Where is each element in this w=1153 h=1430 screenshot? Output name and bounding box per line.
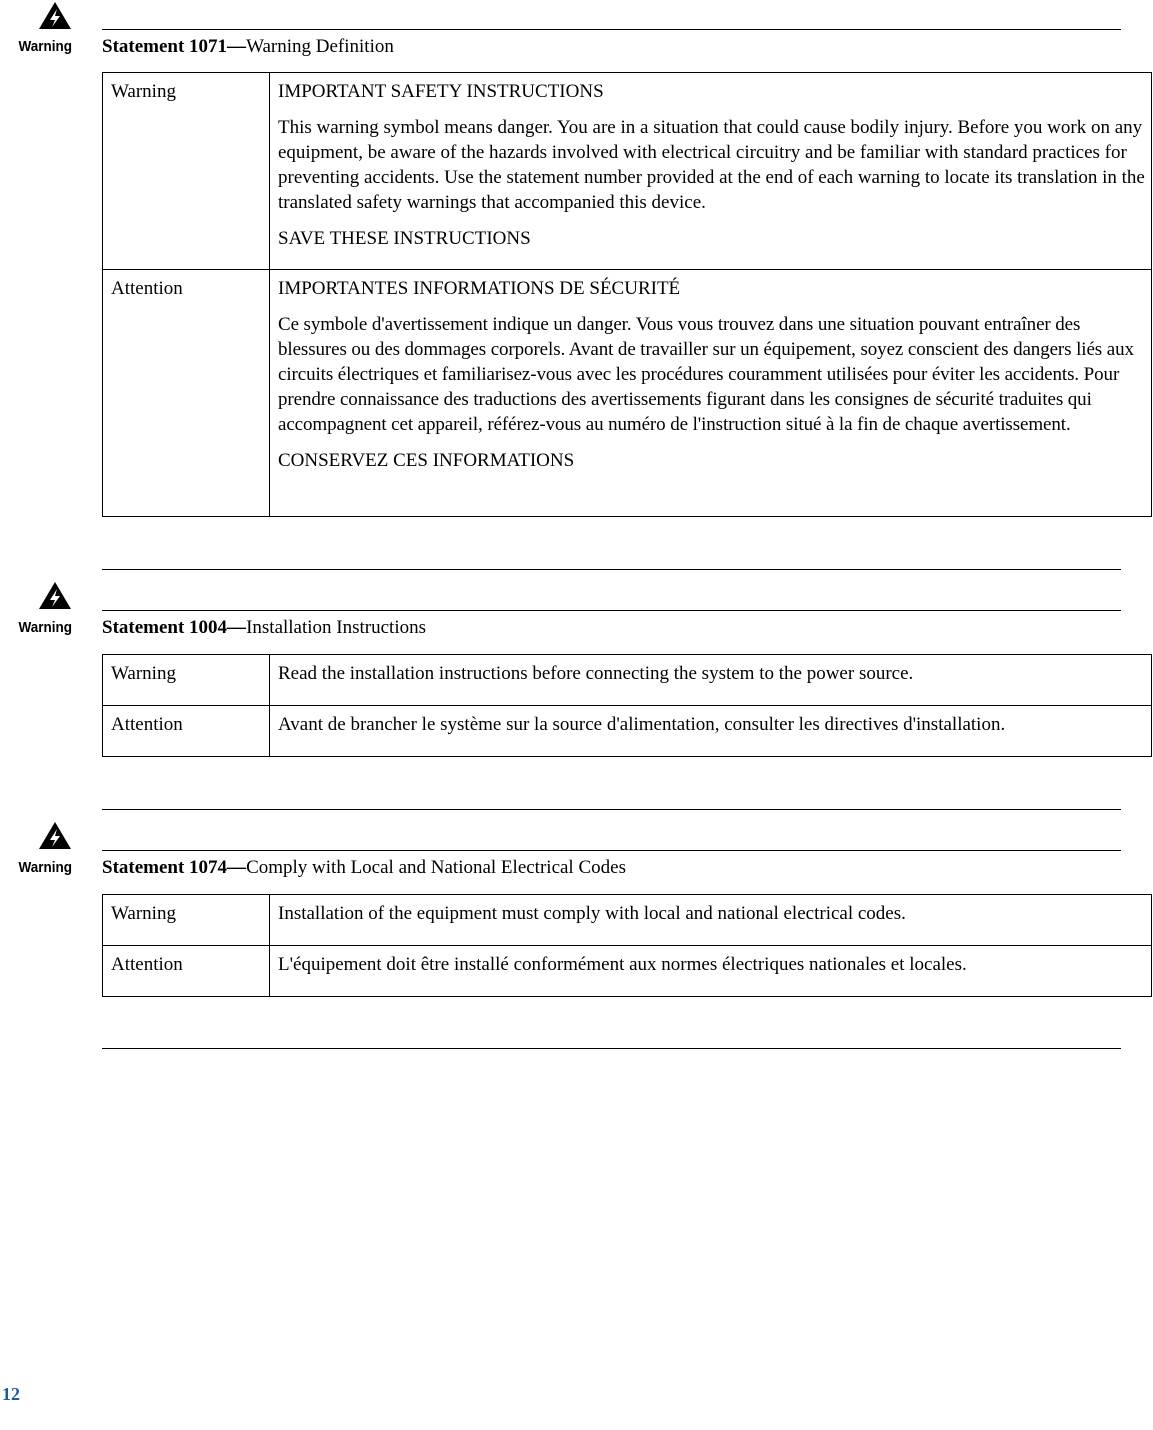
statement-top-rule	[102, 610, 1121, 611]
warning-label: Warning	[18, 859, 72, 876]
table-row	[103, 73, 1152, 270]
table-row	[103, 270, 1152, 517]
paragraph: Ce symbole d'avertissement indique un danger. Vous vous trouvez dans une situation pouvant entraîner des blessures ou des dommages corporels. Avant de travailler sur un équipement, soyez conscient des dangers liés aux circuits électriques et familiarisez-vous avec les procédures couramment utilisées pour éviter les accidents. Pour prendre connaissance des traductions des avertissements figurant dans les consignes de sécurité traduites qui accompagnent cet appareil, référez-vous au numéro de l'instruction situé à la fin de chaque avertissement.	[278, 314, 1134, 435]
warning-triangle-icon	[38, 0, 72, 30]
statement-number: Statement 1071—	[102, 36, 247, 57]
statement-end-rule	[102, 569, 1121, 570]
statement-heading	[102, 617, 426, 639]
statement-text-cell: Avant de brancher le système sur la source d'alimentation, consulter les directives d'installation.	[270, 706, 1152, 757]
statement-title: Warning Definition	[246, 36, 394, 57]
statement-text-cell: Installation of the equipment must comply with local and national electrical codes.	[270, 895, 1152, 946]
statement-text-cell: L'équipement doit être installé conformément aux normes électriques nationales et locales.	[270, 946, 1152, 997]
statement-heading	[102, 36, 394, 58]
warning-triangle-icon	[38, 820, 72, 850]
statement-table	[102, 654, 1152, 757]
paragraph: This warning symbol means danger. You are in a situation that could cause bodily injury. Before you work on any equipment, be aware of the hazards involved with electrical circuitry and be familiar with standard practices for preventing accidents. Use the statement number provided at the end of each warning to locate its translation in the translated safety warnings that accompanied this device.	[278, 117, 1145, 213]
table-row	[103, 655, 1152, 706]
paragraph: IMPORTANTES INFORMATIONS DE SÉCURITÉ	[278, 278, 681, 299]
warning-triangle-icon	[38, 580, 72, 610]
language-cell: Attention	[103, 706, 270, 757]
warning-label: Warning	[18, 619, 72, 636]
statement-top-rule	[102, 850, 1121, 851]
paragraph: CONSERVEZ CES INFORMATIONS	[278, 450, 575, 471]
statement-text-cell	[270, 73, 1152, 270]
statement-table	[102, 72, 1152, 517]
statement-number: Statement 1074—	[102, 857, 247, 878]
statement-end-rule	[102, 1048, 1121, 1049]
statement-end-rule	[102, 809, 1121, 810]
statement-top-rule	[102, 29, 1121, 30]
statement-text-cell: Read the installation instructions before connecting the system to the power source.	[270, 655, 1152, 706]
table-row	[103, 946, 1152, 997]
warning-label: Warning	[18, 38, 72, 55]
statement-number: Statement 1004—	[102, 617, 247, 638]
language-cell: Warning	[103, 895, 270, 946]
paragraph: IMPORTANT SAFETY INSTRUCTIONS	[278, 81, 604, 102]
language-cell: Warning	[103, 655, 270, 706]
statement-title: Comply with Local and National Electrical Codes	[246, 857, 626, 878]
table-row	[103, 706, 1152, 757]
paragraph: SAVE THESE INSTRUCTIONS	[278, 228, 531, 249]
statement-heading	[102, 857, 626, 879]
statement-text-cell	[270, 270, 1152, 517]
language-cell: Attention	[103, 946, 270, 997]
statement-table	[102, 894, 1152, 997]
table-row	[103, 895, 1152, 946]
language-cell: Warning	[103, 73, 270, 270]
page-number: 12	[2, 1384, 20, 1404]
statement-title: Installation Instructions	[246, 617, 427, 638]
language-cell: Attention	[103, 270, 270, 517]
